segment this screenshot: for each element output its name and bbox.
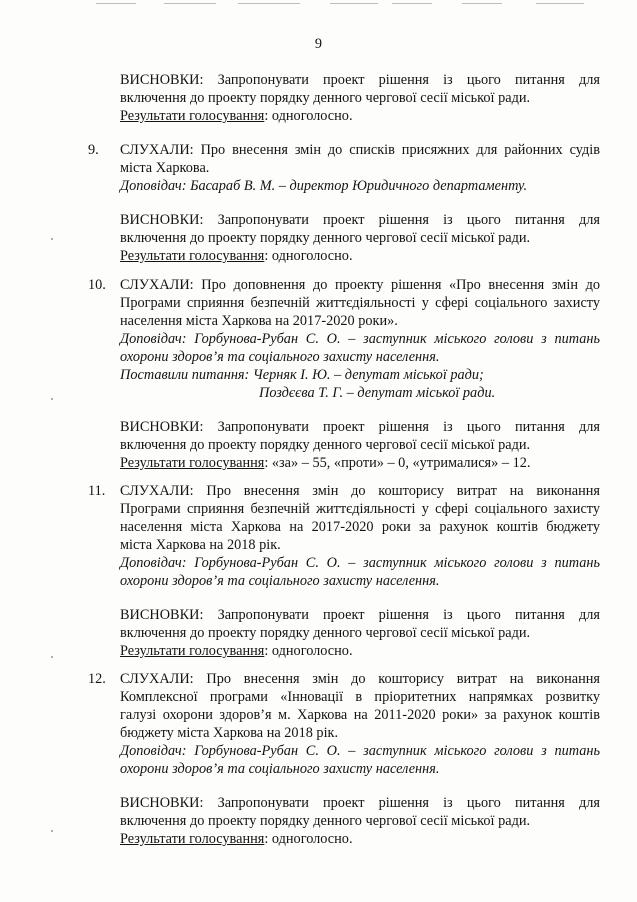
heard-label: СЛУХАЛИ: (120, 671, 194, 687)
heard-line: населення міста Харкова на 2017-2020 роки за рахунок коштів бюджету (120, 519, 600, 535)
page-number: 9 (314, 36, 323, 52)
heard-line: СЛУХАЛИ: Про внесення змін до списків присяжних для районних судів (120, 142, 601, 158)
heard-line: міста Харкова. (120, 160, 210, 176)
vote-result: Результати голосування: «за» – 55, «проти» – 0, «утрималися» – 12. (120, 455, 531, 471)
scan-dot (51, 398, 53, 400)
heard-line: СЛУХАЛИ: Про внесення змін до кошторису витрат на виконання (120, 671, 600, 687)
conclusion-label: ВИСНОВКИ: (120, 607, 204, 623)
conclusion-line: ВИСНОВКИ: Запропонувати проект рішення із цього питання для (120, 607, 601, 623)
conclusion-line: включення до проекту порядку денного чергової сесії міської ради. (120, 625, 531, 641)
conclusion-line: ВИСНОВКИ: Запропонувати проект рішення із цього питання для (120, 212, 601, 228)
vote-result: Результати голосування: одноголосно. (120, 108, 353, 124)
conclusion-label: ВИСНОВКИ: (120, 419, 204, 435)
vote-result-label: Результати голосування (120, 248, 265, 264)
scan-mark (330, 3, 378, 4)
heard-line: Програми сприяння безпечній життєдіяльності у сфері соціального захисту (120, 295, 600, 311)
heard-line: населення міста Харкова на 2017-2020 роки». (120, 313, 398, 329)
conclusion-line: ВИСНОВКИ: Запропонувати проект рішення із цього питання для (120, 72, 601, 88)
vote-result-label: Результати голосування (120, 831, 265, 847)
speaker: охорони здоров’я та соціального захисту населення. (120, 349, 440, 365)
heard-line: бюджету міста Харкова на 2018 рік. (120, 725, 339, 741)
conclusion-line: включення до проекту порядку денного чергової сесії міської ради. (120, 813, 531, 829)
speaker: Доповідач: Горбунова-Рубан С. О. – заступник міського голови з питань (120, 743, 600, 759)
speaker: Доповідач: Горбунова-Рубан С. О. – заступник міського голови з питань (120, 331, 600, 347)
speaker: охорони здоров’я та соціального захисту населення. (120, 573, 440, 589)
scan-mark (536, 3, 584, 4)
heard-line: СЛУХАЛИ: Про доповнення до проекту рішення «Про внесення змін до (120, 277, 601, 293)
heard-line: міста Харкова на 2018 рік. (120, 537, 281, 553)
heard-label: СЛУХАЛИ: (120, 142, 194, 158)
speaker: охорони здоров’я та соціального захисту населення. (120, 761, 440, 777)
scan-mark (96, 3, 136, 4)
conclusion-label: ВИСНОВКИ: (120, 72, 204, 88)
scan-dot (51, 656, 53, 658)
speaker: Доповідач: Горбунова-Рубан С. О. – заступник міського голови з питань (120, 555, 600, 571)
questions-line: Поздєєва Т. Г. – депутат міської ради. (259, 385, 496, 401)
item-number: 10. (88, 277, 106, 293)
item-number: 9. (88, 142, 99, 158)
heard-label: СЛУХАЛИ: (120, 483, 194, 499)
scan-mark (164, 3, 216, 4)
heard-line: Програми сприяння безпечній життєдіяльності у сфері соціального захисту (120, 501, 600, 517)
conclusion-line: включення до проекту порядку денного чергової сесії міської ради. (120, 437, 531, 453)
scan-mark (392, 3, 432, 4)
questions-label: Поставили питання: (120, 367, 250, 383)
scan-mark (462, 3, 502, 4)
scan-mark (238, 3, 300, 4)
conclusion-line: ВИСНОВКИ: Запропонувати проект рішення із цього питання для (120, 795, 601, 811)
questions-line: Поставили питання: Черняк І. Ю. – депутат міської ради; (120, 367, 484, 383)
speaker: Доповідач: Басараб В. М. – директор Юридичного департаменту. (120, 178, 528, 194)
conclusion-line: ВИСНОВКИ: Запропонувати проект рішення із цього питання для (120, 419, 601, 435)
conclusion-line: включення до проекту порядку денного чергової сесії міської ради. (120, 230, 531, 246)
conclusion-line: включення до проекту порядку денного чергової сесії міської ради. (120, 90, 531, 106)
vote-result-label: Результати голосування (120, 643, 265, 659)
vote-result-label: Результати голосування (120, 455, 265, 471)
vote-result: Результати голосування: одноголосно. (120, 248, 353, 264)
conclusion-label: ВИСНОВКИ: (120, 212, 204, 228)
heard-label: СЛУХАЛИ: (120, 277, 194, 293)
heard-line: галузі охорони здоров’я м. Харкова на 2011-2020 роки» за рахунок коштів (120, 707, 600, 723)
vote-result-label: Результати голосування (120, 108, 265, 124)
item-number: 12. (88, 671, 106, 687)
item-number: 11. (88, 483, 106, 499)
heard-line: СЛУХАЛИ: Про внесення змін до кошторису витрат на виконання (120, 483, 600, 499)
vote-result: Результати голосування: одноголосно. (120, 831, 353, 847)
conclusion-label: ВИСНОВКИ: (120, 795, 204, 811)
heard-line: Комплексної програми «Інновації в пріоритетних напрямках розвитку (120, 689, 600, 705)
scan-dot (51, 238, 53, 240)
scan-dot (51, 830, 53, 832)
vote-result: Результати голосування: одноголосно. (120, 643, 353, 659)
